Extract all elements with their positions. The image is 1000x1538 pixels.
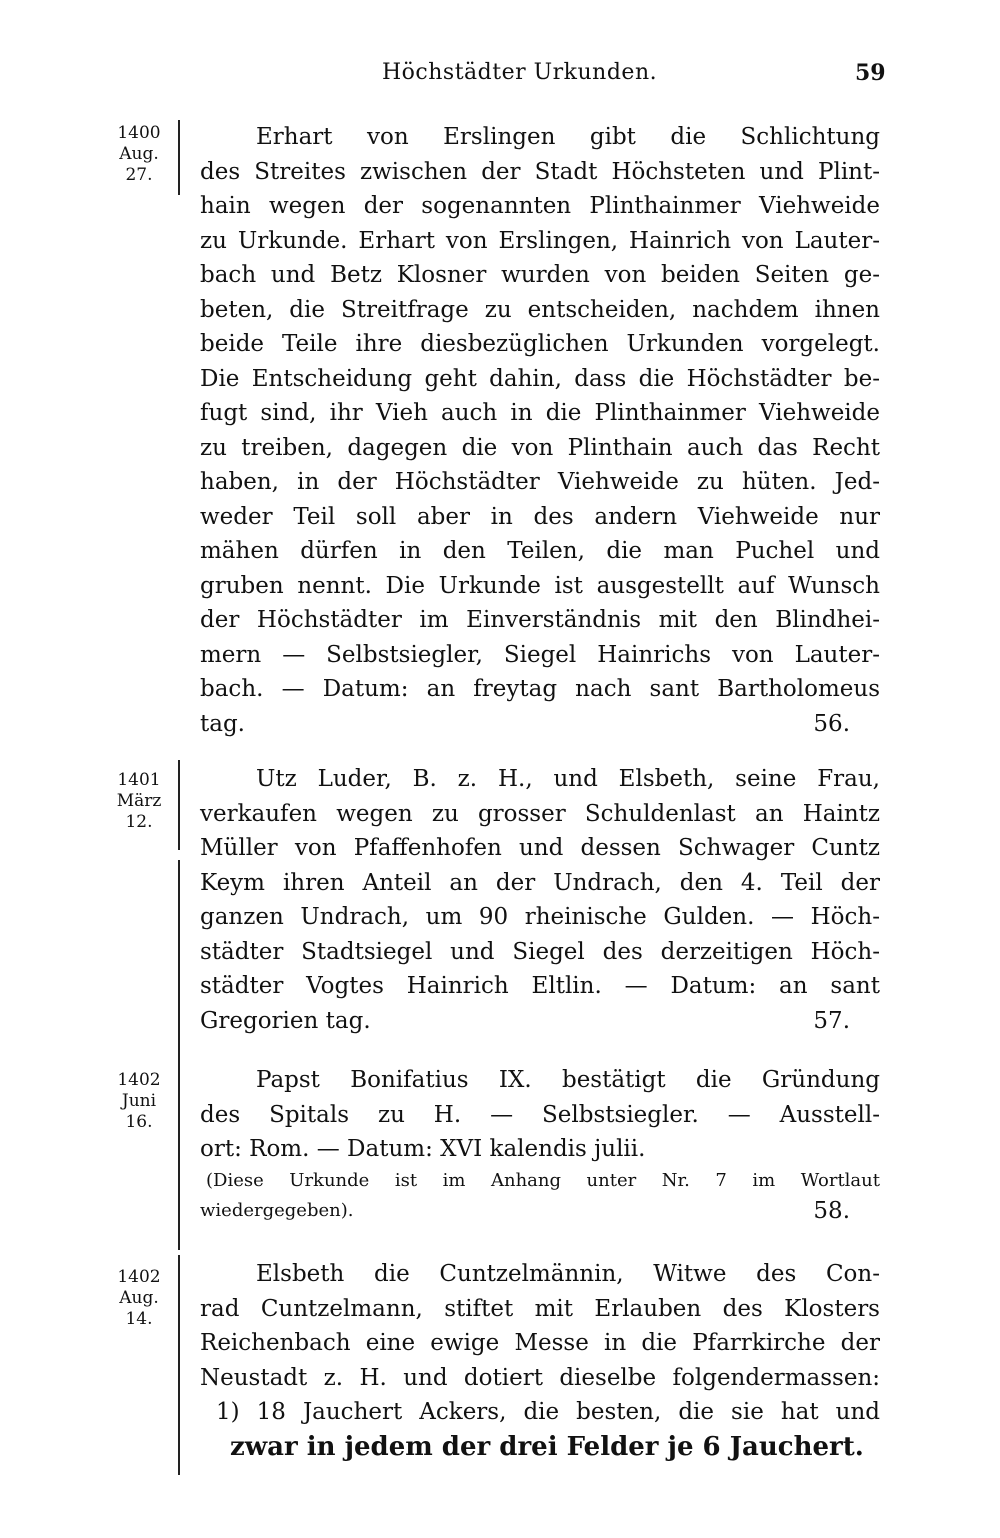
text-line: städter Vogtes Hainrich Eltlin. — Datum: an sant — [200, 973, 880, 999]
entry-text — [200, 120, 880, 741]
text-line: bach und Betz Klosner wurden von beiden Seiten ge- — [200, 262, 880, 288]
margin-rule — [178, 1255, 180, 1475]
date-year: 1400 — [117, 123, 161, 143]
entry-date — [100, 770, 178, 833]
date-month: Juni — [121, 1091, 157, 1111]
text-line: ganzen Undrach, um 90 rheinische Gulden. — Höch- — [200, 904, 880, 930]
text-line: rad Cuntzelmann, stiftet mit Erlauben des Klosters — [200, 1295, 880, 1322]
text-line: städter Stadtsiegel und Siegel des derzeitigen Höch- — [200, 938, 880, 965]
text-line: haben, in der Höchstädter Viehweide zu hüten. Jed- — [200, 469, 880, 495]
text-line: mern — Selbstsiegler, Siegel Hainrichs von Lauter- — [200, 641, 880, 668]
text-line: Utz Luder, B. z. H., und Elsbeth, seine Frau, — [256, 766, 880, 792]
margin-rule — [178, 120, 180, 195]
date-month: Aug. — [119, 1288, 159, 1308]
text-line: zwar in jedem der drei Felder je 6 Jauchert. — [230, 1431, 864, 1462]
note-line: (Diese Urkunde ist im Anhang unter Nr. 7 im Wortlaut — [206, 1170, 880, 1191]
margin-rule — [178, 1060, 180, 1250]
date-year: 1402 — [117, 1070, 161, 1090]
text-line: verkaufen wegen zu grosser Schuldenlast an Haintz — [200, 800, 880, 827]
text-line: des Streites zwischen der Stadt Höchsteten und Plint- — [200, 158, 880, 185]
entry-date — [100, 1070, 178, 1133]
text-line: zu treiben, dagegen die von Plinthain auch das Recht — [200, 434, 880, 461]
text-line: Neustadt z. H. und dotiert dieselbe folgendermassen: — [200, 1364, 880, 1391]
note-line-last — [200, 1196, 880, 1226]
text-line: Erhart von Erslingen gibt die Schlichtung — [256, 124, 880, 150]
entry-text — [200, 762, 880, 1038]
note-line: wiedergegeben). — [200, 1200, 354, 1221]
text-line: 1) 18 Jauchert Ackers, die besten, die sie hat und — [216, 1399, 880, 1425]
text-line: mähen dürfen in den Teilen, die man Puchel und — [200, 538, 880, 564]
page-header — [0, 60, 1000, 90]
date-month: Aug. — [119, 144, 159, 164]
date-day: 14. — [125, 1309, 153, 1329]
page-number: 59 — [855, 60, 886, 86]
text-line: der Höchstädter im Einverständnis mit den Blindhei- — [200, 607, 880, 633]
entry-text — [200, 1063, 880, 1167]
entry-number: 57. — [813, 1007, 850, 1034]
date-month: März — [116, 791, 162, 811]
entry-note — [200, 1166, 880, 1226]
text-line: Müller von Pfaffenhofen und dessen Schwager Cuntz — [200, 835, 880, 861]
entry-number: 56. — [813, 710, 850, 737]
running-title: Höchstädter Urkunden. — [382, 60, 658, 85]
text-line: Elsbeth die Cuntzelmännin, Witwe des Con- — [256, 1261, 880, 1287]
text-line: zu Urkunde. Erhart von Erslingen, Hainrich von Lauter- — [200, 227, 880, 254]
entry-text — [200, 1257, 880, 1464]
text-line: bach. — Datum: an freytag nach sant Bartholomeus — [200, 676, 880, 702]
text-line: fugt sind, ihr Vieh auch in die Plinthainmer Viehweide — [200, 400, 880, 426]
entry-date — [100, 123, 178, 186]
date-day: 12. — [125, 812, 153, 832]
date-day: 16. — [125, 1112, 153, 1132]
text-line: Reichenbach eine ewige Messe in die Pfarrkirche der — [200, 1330, 880, 1356]
text-line-last — [200, 1004, 880, 1039]
text-line: beten, die Streitfrage zu entscheiden, nachdem ihnen — [200, 296, 880, 323]
date-day: 27. — [125, 165, 153, 185]
margin-rule — [178, 760, 180, 850]
text-line: gruben nennt. Die Urkunde ist ausgestellt auf Wunsch — [200, 572, 880, 599]
text-line: Papst Bonifatius IX. bestätigt die Gründung — [256, 1067, 880, 1093]
text-line: des Spitals zu H. — Selbstsiegler. — Ausstell- — [200, 1101, 880, 1128]
entry-date — [100, 1267, 178, 1330]
text-line: Die Entscheidung geht dahin, dass die Höchstädter be- — [200, 365, 880, 392]
text-line: tag. — [200, 710, 245, 737]
text-line-last — [200, 707, 880, 742]
date-year: 1402 — [117, 1267, 161, 1287]
date-year: 1401 — [117, 770, 161, 790]
text-line: hain wegen der sogenannten Plinthainmer Viehweide — [200, 193, 880, 219]
text-line: Keym ihren Anteil an der Undrach, den 4. Teil der — [200, 869, 880, 896]
margin-rule — [178, 860, 180, 1070]
text-line: beide Teile ihre diesbezüglichen Urkunden vorgelegt. — [200, 331, 880, 357]
entry-number: 58. — [813, 1198, 850, 1224]
text-line: Gregorien tag. — [200, 1007, 371, 1034]
text-line: weder Teil soll aber in des andern Viehweide nur — [200, 503, 880, 530]
text-line: ort: Rom. — Datum: XVI kalendis julii. — [200, 1136, 646, 1162]
